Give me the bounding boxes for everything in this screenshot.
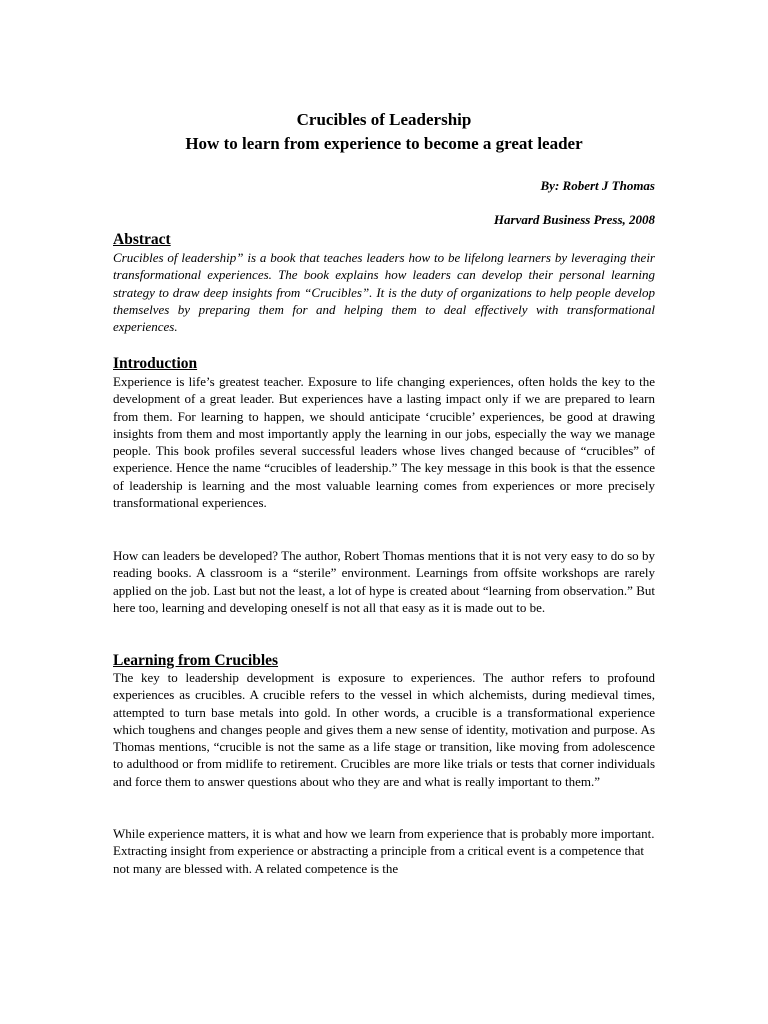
abstract-heading: Abstract	[113, 231, 171, 248]
learning-from-crucibles-heading: Learning from Crucibles	[113, 652, 279, 669]
introduction-paragraph-1: Experience is life’s greatest teacher. Exposure to life changing experiences, often holds the key to the development of a great leader. But experiences have a lasting impact only if we are prepared to learn from them. For learning to happen, we should anticipate ‘crucible’ experiences, be good at drawing insights from them and most importantly apply the learning in our jobs, especially the way we manage people. This book profiles several successful leaders whose lives changed because of “crucibles” of experience. Hence the name “crucibles of leadership.” The key message in this book is that the essence of leadership is learning and the most valuable learning comes from experiences or more precisely transformational experiences.	[113, 374, 655, 511]
introduction-heading: Introduction	[113, 355, 198, 372]
document-title: Crucibles of Leadership	[296, 110, 472, 129]
learning-from-crucibles-paragraph-2: While experience matters, it is what and how we learn from experience that is probably more important. Extracting insight from experience or abstracting a principle from a critical event is a competence that not many are blessed with. A related competence is the	[113, 826, 655, 876]
document-subtitle: How to learn from experience to become a great leader	[185, 134, 583, 153]
author-line: By: Robert J Thomas	[540, 178, 655, 193]
introduction-paragraph-2: How can leaders be developed? The author, Robert Thomas mentions that it is not very easy to do so by reading books. A classroom is a “sterile” environment. Learnings from offsite workshops are rarely applied on the job. Last but not the least, a lot of hype is created about “learning from observation.” But here too, learning and developing oneself is not all that easy as it is made out to be.	[113, 548, 655, 615]
publisher-line: Harvard Business Press, 2008	[493, 212, 655, 227]
learning-from-crucibles-paragraph-1: The key to leadership development is exposure to experiences. The author refers to profound experiences as crucibles. A crucible refers to the vessel in which alchemists, during medieval times, attempted to turn base metals into gold. In other words, a crucible is a transformational experience which toughens and changes people and gives them a new sense of identity, motivation and purpose. As Thomas mentions, “crucible is not the same as a life stage or transition, like moving from adolescence to adulthood or from midlife to retirement. Crucibles are more like trials or tests that corner individuals and force them to answer questions about who they are and what is really important to them.”	[113, 670, 655, 789]
abstract-paragraph: Crucibles of leadership” is a book that teaches leaders how to be lifelong learners by leveraging their transformational experiences. The book explains how leaders can develop their personal learning strategy to draw deep insights from “Crucibles”. It is the duty of organizations to help people develop themselves by preparing them for and helping them to deal effectively with transformational experiences.	[113, 250, 655, 335]
